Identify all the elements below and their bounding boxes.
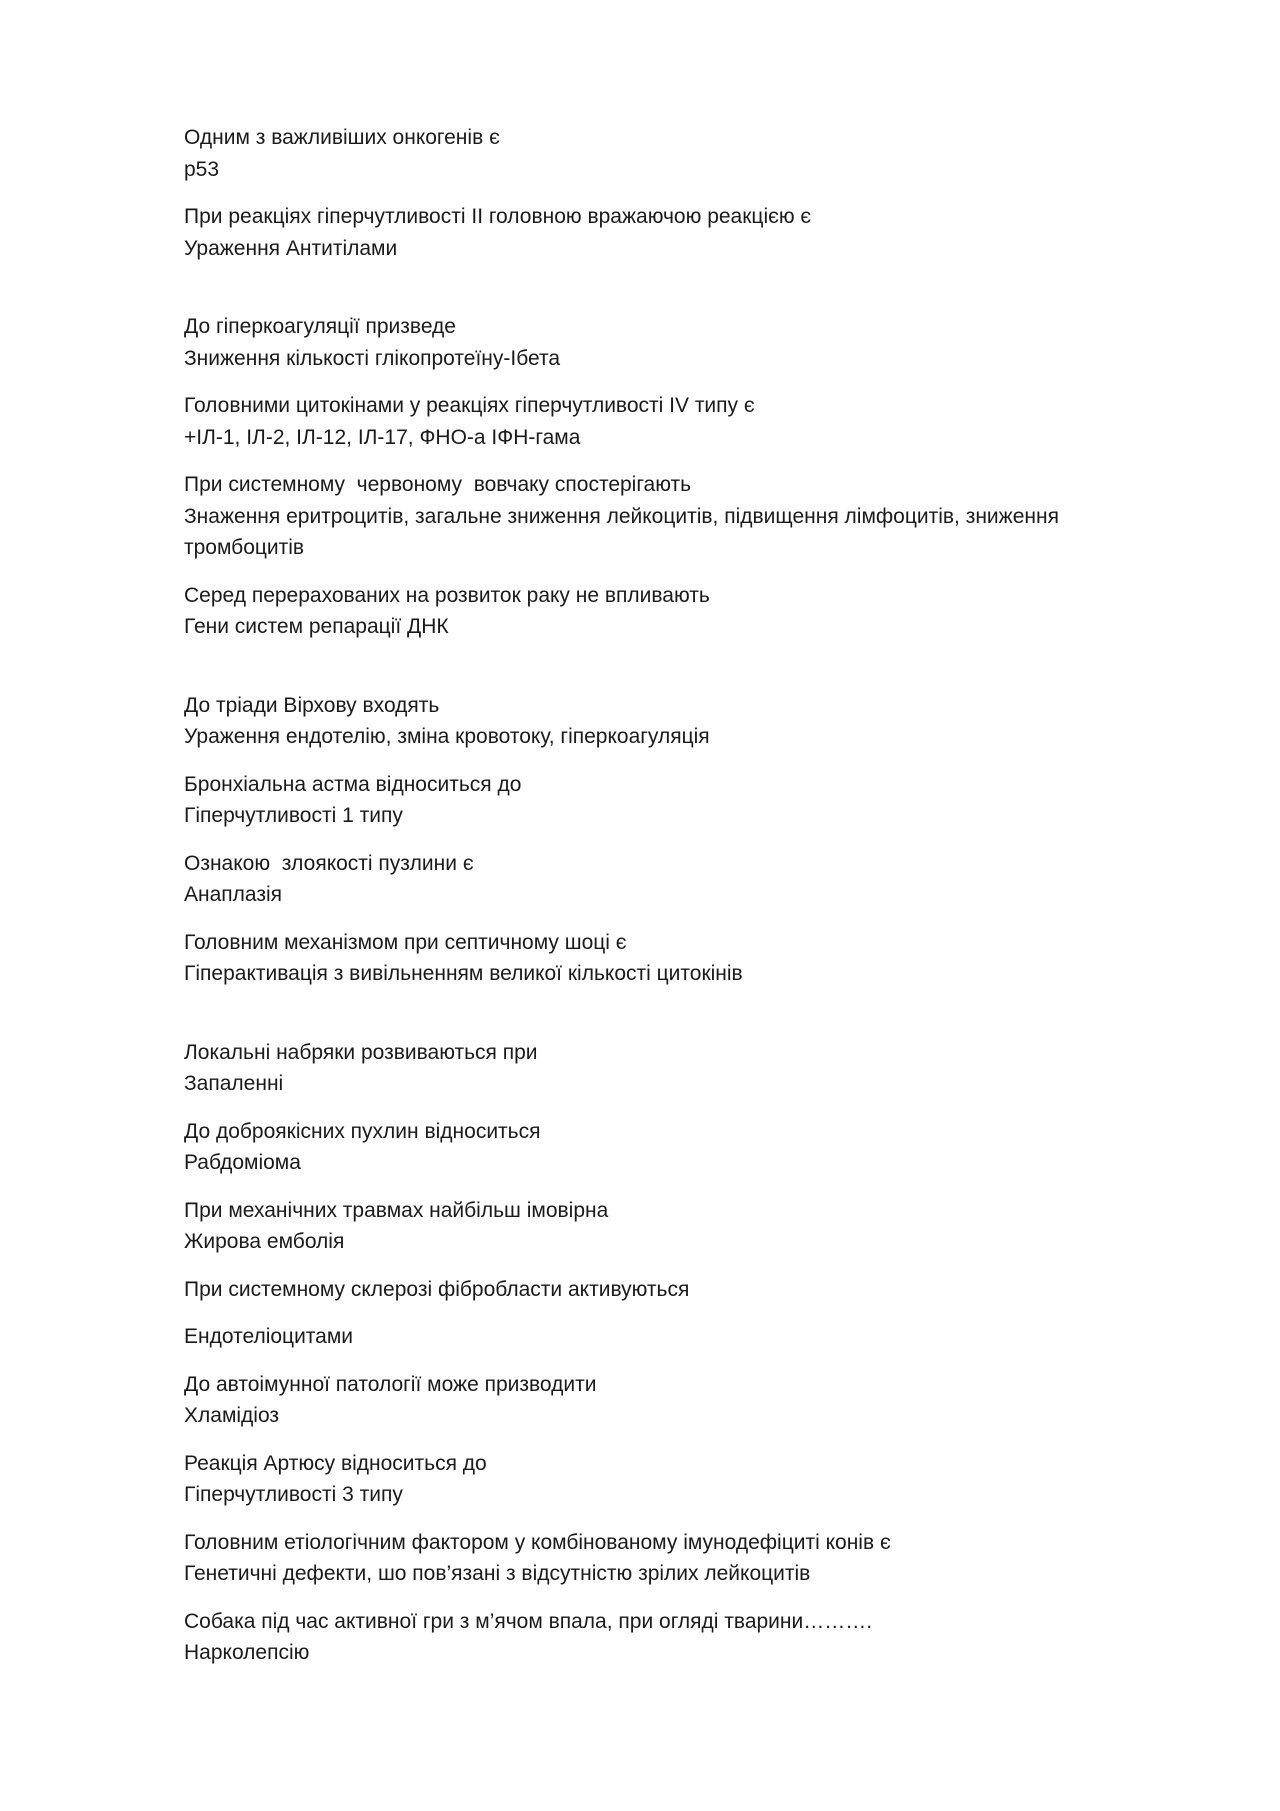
answer: Зниження кількості глікопротеїну-Ібета bbox=[184, 346, 561, 370]
answer: Ураження Антитілами bbox=[184, 236, 398, 260]
question: Одним з важливіших онкогенів є bbox=[184, 126, 500, 149]
question: Реакція Артюсу відноситься до bbox=[184, 1451, 487, 1475]
question: Локальні набряки розвиваються при bbox=[184, 1040, 538, 1064]
question: При системному червоному вовчаку спостерігають bbox=[184, 473, 692, 496]
qa-item-12 bbox=[184, 1116, 1104, 1179]
qa-item-10 bbox=[184, 927, 1104, 990]
question: Головним етіологічним фактором у комбінованому імунодефіциті конів є bbox=[184, 1530, 891, 1554]
question: При механічних травмах найбільш імовірна bbox=[184, 1198, 609, 1222]
answer: Ураження ендотелію, зміна кровотоку, гіперкоагуляція bbox=[184, 725, 710, 748]
qa-item-1 bbox=[184, 122, 1104, 185]
qa-item-8 bbox=[184, 769, 1104, 832]
answer: Знаження еритроцитів, загальне зниження лейкоцитів, підвищення лімфоцитів, зниження тромбоцитів bbox=[184, 504, 1065, 559]
question: Головним механізмом при септичному шоці є bbox=[184, 930, 627, 954]
question: Ознакою злоякості пузлини є bbox=[184, 851, 474, 875]
answer: Рабдоміома bbox=[184, 1151, 301, 1174]
question: При реакціях гіперчутливості ІІ головною вражаючою реакцією є bbox=[184, 205, 812, 228]
qa-item-6 bbox=[184, 580, 1104, 643]
question: До тріади Вірхову входять bbox=[184, 693, 440, 717]
question: До автоімунної патології може призводити bbox=[184, 1372, 597, 1396]
question: Собака під час активної гри з м’ячом впала, при огляді тварини………. bbox=[184, 1609, 873, 1633]
qa-item-2 bbox=[184, 201, 1104, 264]
question: До доброякісних пухлин відноситься bbox=[184, 1119, 541, 1143]
qa-item-13 bbox=[184, 1195, 1104, 1258]
answer: p53 bbox=[184, 157, 220, 181]
answer: Генетичні дефекти, шо пов’язані з відсутністю зрілих лейкоцитів bbox=[184, 1562, 811, 1585]
document-page bbox=[184, 122, 1104, 1685]
answer: Гіперактивація з вивільненням великої кількості цитокінів bbox=[184, 962, 743, 985]
answer: Нарколепсію bbox=[184, 1641, 310, 1664]
qa-item-3 bbox=[184, 311, 1104, 374]
qa-item-16 bbox=[184, 1369, 1104, 1432]
question: При системному склерозі фібробласти активуються bbox=[184, 1277, 690, 1301]
answer: Гіперчутливості 1 типу bbox=[184, 804, 403, 827]
answer: Жирова емболія bbox=[184, 1230, 345, 1253]
answer: Запаленні bbox=[184, 1072, 284, 1095]
qa-item-7 bbox=[184, 690, 1104, 753]
qa-item-18 bbox=[184, 1527, 1104, 1590]
question: Ендотеліоцитами bbox=[184, 1325, 354, 1348]
qa-item-17 bbox=[184, 1448, 1104, 1511]
qa-item-19 bbox=[184, 1606, 1104, 1669]
qa-item-11 bbox=[184, 1037, 1104, 1100]
question: Серед перерахованих на розвиток раку не впливають bbox=[184, 583, 710, 607]
qa-item-14 bbox=[184, 1274, 1104, 1306]
answer: Гени систем репарації ДНК bbox=[184, 615, 449, 638]
question: Головними цитокінами у реакціях гіперчутливості IV типу є bbox=[184, 394, 755, 417]
answer: Анаплазія bbox=[184, 883, 283, 906]
qa-item-4 bbox=[184, 390, 1104, 453]
qa-item-5 bbox=[184, 469, 1104, 564]
answer: Хламідіоз bbox=[184, 1404, 280, 1427]
qa-item-9 bbox=[184, 848, 1104, 911]
question: Бронхіальна астма відноситься до bbox=[184, 772, 522, 796]
answer: Гіперчутливості 3 типу bbox=[184, 1483, 403, 1506]
question: До гіперкоагуляції призведе bbox=[184, 315, 456, 338]
answer: +ІЛ-1, ІЛ-2, ІЛ-12, ІЛ-17, ФНО-а ІФН-гама bbox=[184, 425, 581, 449]
qa-item-15 bbox=[184, 1321, 1104, 1353]
